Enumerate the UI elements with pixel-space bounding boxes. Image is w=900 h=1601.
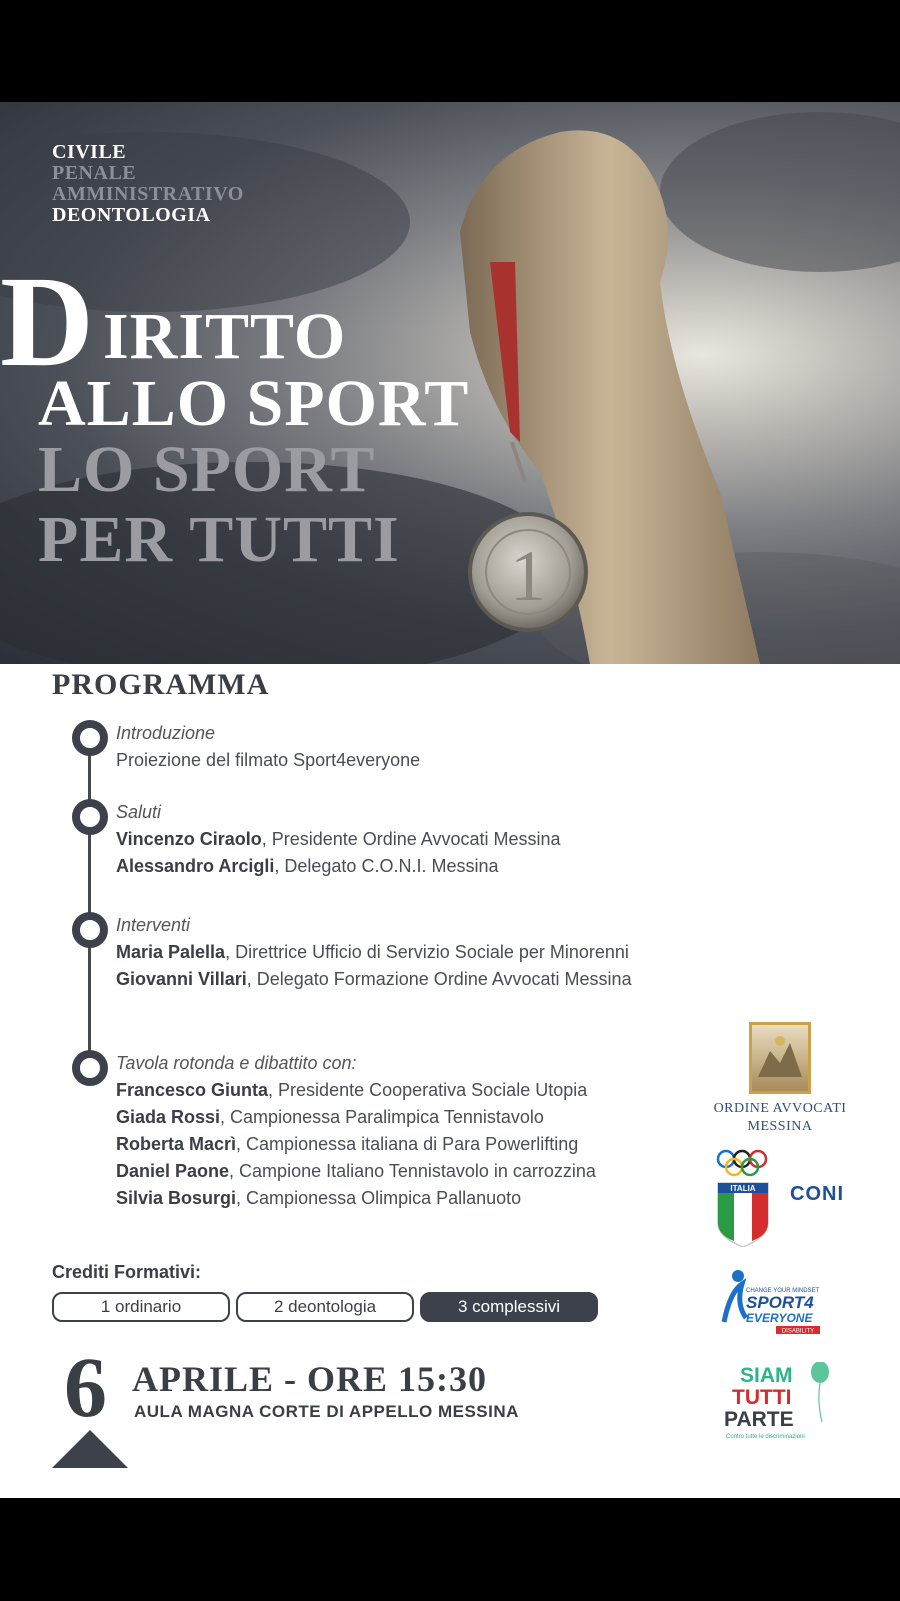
- credit-pill-deontologia: 2 deontologia: [236, 1292, 414, 1322]
- program-item-introduzione: [116, 720, 420, 774]
- title-line-1: IRITTO: [103, 300, 347, 373]
- category-deontologia: DEONTOLOGIA: [52, 204, 211, 226]
- program-line: [116, 1077, 596, 1104]
- timeline-line: [88, 747, 91, 1069]
- credit-pill-ordinario: 1 ordinario: [52, 1292, 230, 1322]
- program-line: [116, 1104, 596, 1131]
- siamo-line-2: TUTTI: [732, 1386, 792, 1409]
- speaker-role: Proiezione del filmato Sport4everyone: [116, 750, 421, 770]
- program-line: [116, 853, 561, 880]
- event-place: AULA MAGNA CORTE DI APPELLO MESSINA: [134, 1402, 519, 1421]
- speaker-role: , Campione Italiano Tennistavolo in carrozzina: [229, 1161, 596, 1181]
- program-line: [116, 1185, 596, 1212]
- event-day: 6: [64, 1339, 107, 1435]
- italia-text: ITALIA: [730, 1184, 756, 1193]
- timeline-dot: [72, 720, 108, 756]
- coni-logo: [712, 1147, 862, 1247]
- sport4-main-1: SPORT4: [746, 1293, 814, 1312]
- credit-pill-complessivi: 3 complessivi: [420, 1292, 598, 1322]
- title-line-3: LO SPORT: [38, 433, 376, 506]
- speaker-name: Alessandro Arcigli: [116, 856, 275, 876]
- timeline-dot: [72, 912, 108, 948]
- sport4everyone-logo: [716, 1262, 856, 1342]
- speaker-name: Giovanni Villari: [116, 969, 247, 989]
- sport4-small-text: CHANGE YOUR MINDSET: [746, 1288, 820, 1294]
- event-poster: [0, 102, 900, 1498]
- program-item-saluti: [116, 799, 561, 880]
- ordine-avvocati-logo: [700, 1022, 860, 1136]
- siamo-line-1: SIAM: [740, 1364, 793, 1387]
- ordine-line-2: MESSINA: [747, 1119, 813, 1134]
- program-line: [116, 1131, 596, 1158]
- speaker-name: Francesco Giunta: [116, 1080, 269, 1100]
- crest-icon: [749, 1022, 811, 1094]
- ordine-line-1: ORDINE AVVOCATI: [713, 1101, 847, 1116]
- program-item-head: Tavola rotonda e dibattito con:: [116, 1053, 357, 1073]
- event-date-time: APRILE - ORE 15:30: [132, 1359, 488, 1399]
- speaker-name: Maria Palella: [116, 942, 226, 962]
- category-list: [52, 142, 244, 226]
- program-item-tavola-rotonda: [116, 1050, 596, 1212]
- program-line: [116, 826, 561, 853]
- program-line: [116, 966, 632, 993]
- speaker-role: , Presidente Cooperativa Sociale Utopia: [268, 1080, 588, 1100]
- speaker-name: Vincenzo Ciraolo: [116, 829, 262, 849]
- title-drop-letter: D: [0, 250, 94, 394]
- title-line-4: PER TUTTI: [38, 503, 400, 576]
- program-line: [116, 747, 420, 774]
- credits-label: Crediti Formativi:: [52, 1262, 202, 1282]
- siamo-tutti-parte-logo: [722, 1362, 862, 1442]
- category-civile: CIVILE: [52, 141, 127, 163]
- timeline-dot: [72, 799, 108, 835]
- fist-with-medal-image: [420, 112, 760, 664]
- speaker-role: , Campionessa Olimpica Pallanuoto: [236, 1188, 522, 1208]
- speaker-name: Silvia Bosurgi: [116, 1188, 237, 1208]
- speaker-role: , Campionessa italiana di Para Powerlifting: [236, 1134, 579, 1154]
- speaker-role: , Delegato Formazione Ordine Avvocati Messina: [246, 969, 632, 989]
- title-line-2: ALLO SPORT: [38, 367, 470, 440]
- sport4-main-2: EVERYONE: [746, 1311, 813, 1325]
- category-amministrativo: AMMINISTRATIVO: [52, 183, 244, 205]
- coni-text: CONI: [790, 1183, 844, 1205]
- program-item-head: Introduzione: [116, 723, 216, 743]
- program-line: [116, 939, 632, 966]
- balloon-icon: [811, 1362, 829, 1383]
- speaker-role: , Presidente Ordine Avvocati Messina: [261, 829, 561, 849]
- decorative-triangle: [52, 1430, 128, 1468]
- siamo-line-3: PARTE: [724, 1408, 794, 1431]
- speaker-role: , Direttrice Ufficio di Servizio Sociale per Minorenni: [225, 942, 629, 962]
- program-item-interventi: [116, 912, 632, 993]
- hero-banner: [0, 102, 900, 664]
- medal-number: 1: [510, 536, 546, 616]
- timeline-dot: [72, 1050, 108, 1086]
- speaker-name: Giada Rossi: [116, 1107, 221, 1127]
- sport4-sub: DISABILITY: [781, 1328, 815, 1335]
- program-line: [116, 1158, 596, 1185]
- speaker-name: Roberta Macrì: [116, 1134, 237, 1154]
- speaker-role: , Delegato C.O.N.I. Messina: [274, 856, 499, 876]
- program-item-head: Interventi: [116, 915, 191, 935]
- program-heading: PROGRAMMA: [52, 668, 270, 701]
- program-item-head: Saluti: [116, 802, 162, 822]
- category-penale: PENALE: [52, 162, 137, 184]
- siamo-subtitle: Contro tutte le discriminazioni: [726, 1434, 805, 1440]
- speaker-name: Daniel Paone: [116, 1161, 230, 1181]
- speaker-role: , Campionessa Paralimpica Tennistavolo: [220, 1107, 544, 1127]
